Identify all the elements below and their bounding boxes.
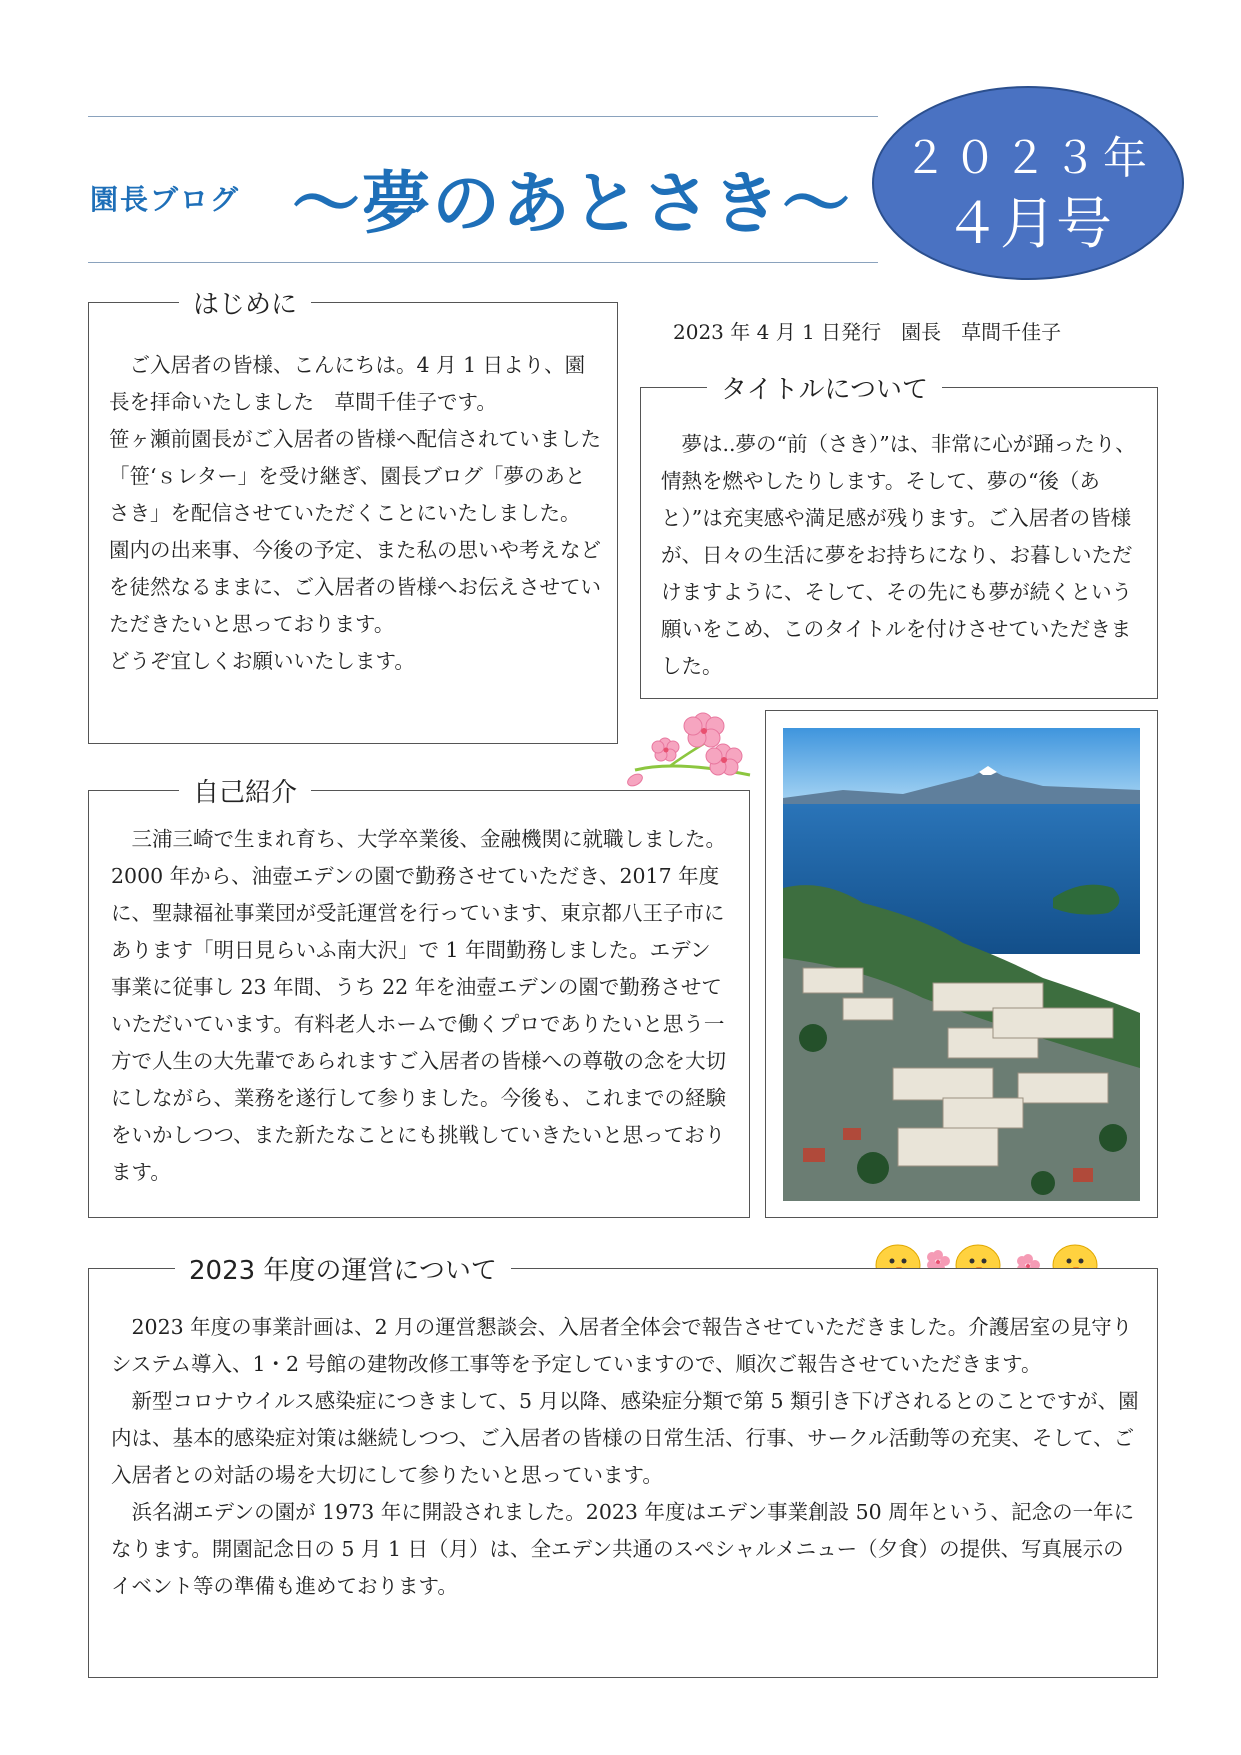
operations-paragraph: 新型コロナウイルス感染症につきまして、5 月以降、感染症分類で第 5 類引き下げされるとのことですが、園内は、基本的感染症対策は継続しつつ、ご入居者の皆様の日常生活、行事、サークル活動等の充実、そして、ご入居者との対話の場を大切にして参りたいと思っています。 xyxy=(111,1389,1139,1487)
self-intro-title: 自己紹介 xyxy=(179,772,311,809)
sakura-flowers-icon xyxy=(615,700,755,790)
intro-paragraph: どうぞ宜しくお願いいたします。 xyxy=(109,649,415,673)
issue-badge xyxy=(872,86,1184,280)
issue-year: ２０２３年 xyxy=(903,133,1153,184)
title-about-paragraph: 夢は..夢の“前（さき）”は、非常に心が踊ったり、情熱を燃やしたりします。そして、夢の“後（あと）”は充実感や満足感が残ります。ご入居者の皆様が、日々の生活に夢をお持ちになり、お暮しいただけますように、そして、その先にも夢が続くという願いをこめ、このタイトルを付けさせていただきました。 xyxy=(661,432,1136,678)
header-top-rule xyxy=(88,116,878,117)
title-about-body xyxy=(661,426,1141,685)
operations-paragraph: 2023 年度の事業計画は、2 月の運営懇談会、入居者全体会で報告させていただきました。介護居室の見守りシステム導入、1・2 号館の建物改修工事等を予定していますので、順次ご報告させていただきます。 xyxy=(111,1315,1133,1376)
intro-paragraph: 園内の出来事、今後の予定、また私の思いや考えなどを徒然なるままに、ご入居者の皆様へお伝えさせていただきたいと思っております。 xyxy=(109,538,601,636)
intro-body xyxy=(109,347,601,680)
operations-paragraph: 浜名湖エデンの園が 1973 年に開設されました。2023 年度はエデン事業創設 50 周年という、記念の一年になります。開園記念日の 5 月 1 日（月）は、全エデン共通のスペシャルメニュー（夕食）の提供、写真展示のイベント等の準備も進めております。 xyxy=(111,1500,1135,1598)
operations-body xyxy=(111,1309,1139,1605)
operations-title: 2023 年度の運営について xyxy=(175,1250,511,1287)
self-intro-body xyxy=(111,821,731,1191)
issue-month: ４月号 xyxy=(944,192,1112,257)
self-intro-box xyxy=(88,778,750,1218)
title-about-title: タイトルについて xyxy=(707,369,942,406)
title-about-box xyxy=(640,375,1158,699)
header-bottom-rule xyxy=(88,262,878,263)
intro-box xyxy=(88,290,618,744)
intro-paragraph: ご入居者の皆様、こんにちは。4 月 1 日より、園長を拝命いたしました 草間千佳子です。 xyxy=(109,353,586,414)
self-intro-paragraph: 三浦三崎で生まれ育ち、大学卒業後、金融機関に就職しました。2000 年から、油壺エデンの園で勤務させていただき、2017 年度に、聖隷福祉事業団が受託運営を行っています、東京都八王子市にあります「明日見らいふ南大沢」で 1 年間勤務しました。エデン事業に従事し 23 年間、うち 22 年を油壺エデンの園で勤務させていただいています。有料老人ホームで働くプロでありたいと思う一方で人生の大先輩であられますご入居者の皆様への尊敬の念を大切にしながら、業務を遂行して参りました。今後も、これまでの経験をいかしつつ、また新たなことにも挑戦していきたいと思っております。 xyxy=(111,827,726,1184)
intro-paragraph: 笹ヶ瀬前園長がご入居者の皆様へ配信されていました「笹‘ｓレター」を受け継ぎ、園長ブログ「夢のあとさき」を配信させていただくことにいたしました。 xyxy=(109,427,601,525)
intro-title: はじめに xyxy=(179,284,311,321)
coastal-city-photo xyxy=(783,728,1140,1201)
photo-frame xyxy=(765,710,1158,1218)
blog-label: 園長ブログ xyxy=(90,183,241,216)
operations-box xyxy=(88,1256,1158,1678)
issued-line: 2023 年 4 月 1 日発行 園長 草間千佳子 xyxy=(673,320,1062,344)
blog-title: ～夢のあとさき～ xyxy=(292,165,853,244)
